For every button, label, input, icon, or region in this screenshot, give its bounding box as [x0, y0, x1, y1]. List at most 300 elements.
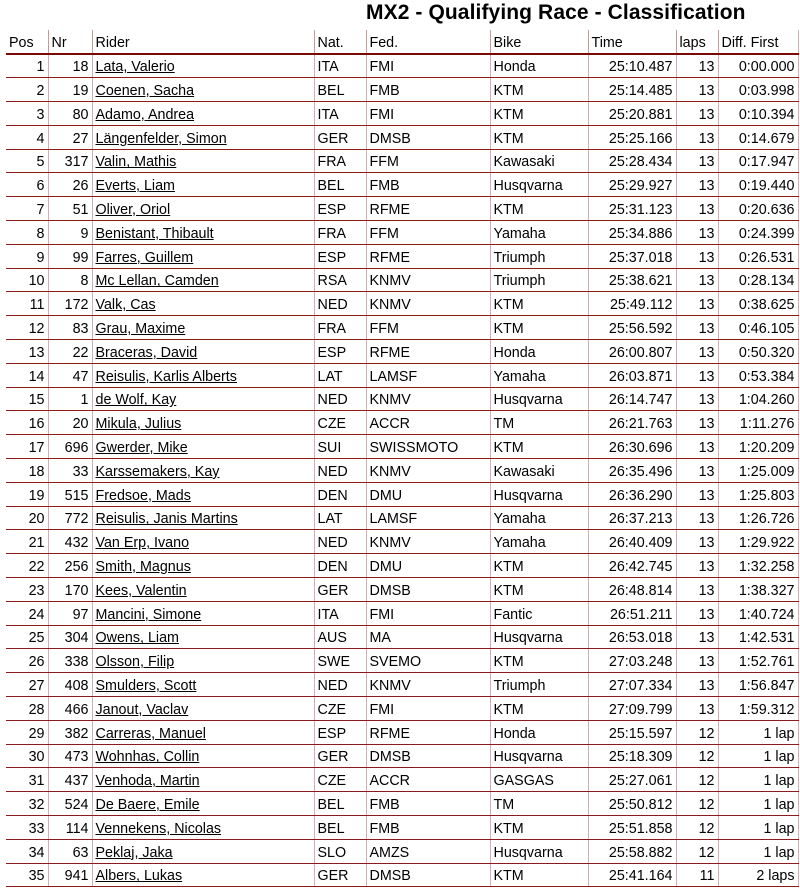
cell-time: 25:58.882: [588, 839, 676, 863]
cell-rider: [92, 697, 314, 721]
cell-nat: RSA: [314, 268, 366, 292]
cell-pos: 31: [6, 768, 48, 792]
cell-laps: 12: [676, 720, 718, 744]
cell-nr: 256: [48, 554, 92, 578]
cell-diff: 0:03.998: [718, 78, 798, 102]
cell-rider: [92, 221, 314, 245]
rider-link[interactable]: De Baere, Emile: [95, 797, 200, 813]
cell-pos: 19: [6, 482, 48, 506]
rider-link[interactable]: Carreras, Manuel: [95, 725, 206, 742]
cell-diff: 1:04.260: [718, 387, 798, 411]
cell-diff: 0:20.636: [718, 197, 798, 221]
header-bike: Bike: [490, 30, 588, 54]
cell-bike: Husqvarna: [490, 744, 588, 768]
cell-laps: 12: [676, 839, 718, 863]
cell-diff: 0:00.000: [718, 54, 798, 78]
cell-nat: SUI: [314, 435, 366, 459]
rider-link[interactable]: Reisulis, Karlis Alberts: [95, 368, 237, 385]
cell-rider: [92, 839, 314, 863]
rider-link[interactable]: Albers, Lukas: [95, 868, 183, 885]
cell-laps: 12: [676, 744, 718, 768]
rider-link[interactable]: Längenfelder, Simon: [95, 130, 227, 147]
cell-diff: 1:59.312: [718, 697, 798, 721]
cell-fed: RFME: [366, 244, 490, 268]
cell-rider: [92, 673, 314, 697]
cell-rider: [92, 387, 314, 411]
cell-bike: Yamaha: [490, 363, 588, 387]
cell-time: 26:48.814: [588, 578, 676, 602]
cell-bike: Kawasaki: [490, 459, 588, 483]
rider-link[interactable]: Mancini, Simone: [95, 606, 202, 623]
cell-fed: SWISSMOTO: [366, 435, 490, 459]
rider-link[interactable]: Mc Lellan, Camden: [95, 273, 219, 290]
cell-rider: [92, 816, 314, 840]
classification-table: [6, 30, 799, 887]
cell-nat: ESP: [314, 197, 366, 221]
cell-bike: KTM: [490, 863, 588, 887]
cell-laps: 13: [676, 649, 718, 673]
rider-link[interactable]: Grau, Maxime: [95, 321, 186, 338]
rider-link[interactable]: Vennekens, Nicolas: [95, 820, 222, 837]
cell-rider: [92, 173, 314, 197]
cell-rider: [92, 54, 314, 78]
cell-rider: [92, 625, 314, 649]
rider-link[interactable]: Venhoda, Martin: [95, 773, 200, 790]
header-laps: laps: [676, 30, 718, 54]
cell-fed: FMB: [366, 78, 490, 102]
header-diff: Diff. First: [718, 30, 798, 54]
cell-nr: 473: [48, 744, 92, 768]
cell-pos: 14: [6, 363, 48, 387]
cell-rider: [92, 316, 314, 340]
rider-link[interactable]: Farres, Guillem: [95, 249, 194, 266]
cell-diff: 0:38.625: [718, 292, 798, 316]
cell-rider: [92, 149, 314, 173]
cell-laps: 13: [676, 125, 718, 149]
cell-pos: 18: [6, 459, 48, 483]
cell-diff: 0:14.679: [718, 125, 798, 149]
cell-fed: FMB: [366, 816, 490, 840]
cell-time: 25:29.927: [588, 173, 676, 197]
cell-time: 25:51.858: [588, 816, 676, 840]
cell-nr: 437: [48, 768, 92, 792]
cell-time: 25:38.621: [588, 268, 676, 292]
cell-bike: KTM: [490, 816, 588, 840]
cell-nat: ESP: [314, 244, 366, 268]
cell-fed: KNMV: [366, 387, 490, 411]
cell-bike: Husqvarna: [490, 482, 588, 506]
cell-laps: 13: [676, 149, 718, 173]
rider-link[interactable]: Janout, Vaclav: [95, 701, 189, 718]
cell-time: 25:27.061: [588, 768, 676, 792]
cell-laps: 13: [676, 340, 718, 364]
rider-link[interactable]: Mikula, Julius: [95, 416, 182, 433]
cell-rider: [92, 411, 314, 435]
rider-link[interactable]: Adamo, Andrea: [95, 106, 195, 123]
cell-time: 25:49.112: [588, 292, 676, 316]
table-row: [6, 601, 798, 625]
cell-rider: [92, 863, 314, 887]
cell-fed: FMI: [366, 54, 490, 78]
rider-link[interactable]: Braceras, David: [95, 344, 198, 361]
table-row: [6, 839, 798, 863]
cell-rider: [92, 197, 314, 221]
cell-diff: 0:10.394: [718, 102, 798, 126]
cell-pos: 27: [6, 673, 48, 697]
cell-nat: BEL: [314, 792, 366, 816]
cell-nr: 9: [48, 221, 92, 245]
cell-bike: Husqvarna: [490, 625, 588, 649]
header-nr: Nr: [48, 30, 92, 54]
cell-nat: NED: [314, 673, 366, 697]
cell-pos: 34: [6, 839, 48, 863]
rider-link[interactable]: Fredsoe, Mads: [95, 487, 191, 504]
cell-fed: FMI: [366, 601, 490, 625]
cell-laps: 13: [676, 387, 718, 411]
cell-time: 25:25.166: [588, 125, 676, 149]
rider-link[interactable]: Smulders, Scott: [95, 678, 197, 695]
cell-bike: KTM: [490, 554, 588, 578]
cell-nr: 172: [48, 292, 92, 316]
cell-time: 25:15.597: [588, 720, 676, 744]
cell-diff: 0:26.531: [718, 244, 798, 268]
rider-link[interactable]: Valk, Cas: [95, 297, 156, 314]
rider-link[interactable]: Owens, Liam: [95, 630, 179, 647]
cell-nr: 19: [48, 78, 92, 102]
cell-diff: 1 lap: [718, 839, 798, 863]
cell-nr: 114: [48, 816, 92, 840]
cell-bike: Honda: [490, 720, 588, 744]
table-body: [6, 54, 798, 887]
cell-time: 27:07.334: [588, 673, 676, 697]
cell-diff: 1:11.276: [718, 411, 798, 435]
cell-nr: 466: [48, 697, 92, 721]
cell-nat: NED: [314, 387, 366, 411]
cell-rider: [92, 530, 314, 554]
cell-time: 25:18.309: [588, 744, 676, 768]
cell-diff: 0:46.105: [718, 316, 798, 340]
cell-nr: 524: [48, 792, 92, 816]
cell-bike: Kawasaki: [490, 149, 588, 173]
cell-diff: 1:38.327: [718, 578, 798, 602]
cell-nat: FRA: [314, 221, 366, 245]
cell-laps: 13: [676, 506, 718, 530]
cell-diff: 0:50.320: [718, 340, 798, 364]
cell-nat: FRA: [314, 316, 366, 340]
table-row: [6, 720, 798, 744]
cell-fed: DMSB: [366, 863, 490, 887]
cell-laps: 13: [676, 221, 718, 245]
cell-fed: KNMV: [366, 673, 490, 697]
table-row: [6, 173, 798, 197]
cell-time: 25:10.487: [588, 54, 676, 78]
cell-nr: 27: [48, 125, 92, 149]
cell-nat: NED: [314, 530, 366, 554]
table-row: [6, 649, 798, 673]
cell-nat: SWE: [314, 649, 366, 673]
cell-pos: 25: [6, 625, 48, 649]
rider-link[interactable]: Reisulis, Janis Martins: [95, 511, 238, 528]
cell-nat: LAT: [314, 363, 366, 387]
cell-time: 26:03.871: [588, 363, 676, 387]
cell-nat: AUS: [314, 625, 366, 649]
cell-fed: KNMV: [366, 459, 490, 483]
cell-bike: KTM: [490, 578, 588, 602]
cell-bike: Yamaha: [490, 530, 588, 554]
cell-nr: 515: [48, 482, 92, 506]
cell-pos: 10: [6, 268, 48, 292]
header-fed: Fed.: [366, 30, 490, 54]
cell-diff: 0:17.947: [718, 149, 798, 173]
rider-link[interactable]: de Wolf, Kay: [95, 392, 177, 409]
table-row: [6, 578, 798, 602]
cell-diff: 1:56.847: [718, 673, 798, 697]
table-row: [6, 197, 798, 221]
cell-nat: BEL: [314, 78, 366, 102]
cell-nat: BEL: [314, 173, 366, 197]
cell-pos: 20: [6, 506, 48, 530]
cell-diff: 1:40.724: [718, 601, 798, 625]
cell-rider: [92, 744, 314, 768]
cell-laps: 13: [676, 54, 718, 78]
table-row: [6, 506, 798, 530]
cell-laps: 13: [676, 601, 718, 625]
cell-time: 26:42.745: [588, 554, 676, 578]
cell-fed: FMB: [366, 173, 490, 197]
cell-diff: 1 lap: [718, 744, 798, 768]
cell-pos: 32: [6, 792, 48, 816]
table-row: [6, 625, 798, 649]
rider-link[interactable]: Peklaj, Jaka: [95, 844, 173, 861]
rider-link[interactable]: Van Erp, Ivano: [95, 535, 190, 552]
cell-pos: 16: [6, 411, 48, 435]
cell-rider: [92, 554, 314, 578]
header-time: Time: [588, 30, 676, 54]
cell-nat: GER: [314, 863, 366, 887]
cell-rider: [92, 340, 314, 364]
cell-bike: KTM: [490, 102, 588, 126]
table-row: [6, 363, 798, 387]
cell-laps: 13: [676, 78, 718, 102]
cell-pos: 1: [6, 54, 48, 78]
table-row: [6, 530, 798, 554]
cell-rider: [92, 78, 314, 102]
cell-nr: 63: [48, 839, 92, 863]
table-row: [6, 816, 798, 840]
cell-fed: FMI: [366, 697, 490, 721]
cell-bike: KTM: [490, 649, 588, 673]
cell-time: 26:21.763: [588, 411, 676, 435]
cell-pos: 30: [6, 744, 48, 768]
cell-rider: [92, 768, 314, 792]
cell-nat: CZE: [314, 697, 366, 721]
cell-bike: TM: [490, 411, 588, 435]
table-row: [6, 482, 798, 506]
cell-nat: FRA: [314, 149, 366, 173]
rider-link[interactable]: Coenen, Sacha: [95, 83, 195, 100]
cell-pos: 3: [6, 102, 48, 126]
cell-pos: 21: [6, 530, 48, 554]
cell-bike: Triumph: [490, 673, 588, 697]
cell-fed: RFME: [366, 340, 490, 364]
cell-laps: 13: [676, 268, 718, 292]
cell-nr: 99: [48, 244, 92, 268]
cell-nat: CZE: [314, 768, 366, 792]
rider-link[interactable]: Valin, Mathis: [95, 154, 177, 171]
table-row: [6, 316, 798, 340]
cell-diff: 1:52.761: [718, 649, 798, 673]
cell-bike: KTM: [490, 197, 588, 221]
cell-pos: 15: [6, 387, 48, 411]
table-row: [6, 435, 798, 459]
cell-nr: 83: [48, 316, 92, 340]
cell-laps: 12: [676, 792, 718, 816]
table-row: [6, 411, 798, 435]
cell-time: 25:20.881: [588, 102, 676, 126]
cell-pos: 11: [6, 292, 48, 316]
cell-fed: DMSB: [366, 125, 490, 149]
cell-time: 26:35.496: [588, 459, 676, 483]
cell-time: 26:51.211: [588, 601, 676, 625]
cell-laps: 13: [676, 625, 718, 649]
rider-link[interactable]: Everts, Liam: [95, 178, 175, 195]
rider-link[interactable]: Lata, Valerio: [95, 59, 175, 76]
cell-nr: 80: [48, 102, 92, 126]
cell-fed: RFME: [366, 720, 490, 744]
table-row: [6, 54, 798, 78]
cell-pos: 2: [6, 78, 48, 102]
cell-nat: GER: [314, 125, 366, 149]
cell-pos: 33: [6, 816, 48, 840]
header-row: [6, 30, 798, 54]
cell-laps: 13: [676, 578, 718, 602]
cell-fed: SVEMO: [366, 649, 490, 673]
cell-nr: 26: [48, 173, 92, 197]
table-row: [6, 459, 798, 483]
cell-diff: 0:53.384: [718, 363, 798, 387]
table-row: [6, 102, 798, 126]
cell-rider: [92, 435, 314, 459]
table-row: [6, 292, 798, 316]
rider-link[interactable]: Wohnhas, Collin: [95, 749, 200, 766]
cell-laps: 13: [676, 244, 718, 268]
cell-diff: 1:29.922: [718, 530, 798, 554]
cell-fed: FFM: [366, 221, 490, 245]
cell-nat: CZE: [314, 411, 366, 435]
cell-nr: 941: [48, 863, 92, 887]
cell-diff: 1:25.803: [718, 482, 798, 506]
cell-fed: FFM: [366, 316, 490, 340]
cell-nat: ESP: [314, 340, 366, 364]
cell-time: 25:41.164: [588, 863, 676, 887]
cell-rider: [92, 649, 314, 673]
table-row: [6, 768, 798, 792]
rider-link[interactable]: Olsson, Filip: [95, 654, 175, 671]
rider-link[interactable]: Karssemakers, Kay: [95, 463, 220, 480]
cell-rider: [92, 482, 314, 506]
rider-link[interactable]: Benistant, Thibault: [95, 225, 214, 242]
cell-fed: KNMV: [366, 530, 490, 554]
cell-nr: 382: [48, 720, 92, 744]
cell-diff: 1 lap: [718, 768, 798, 792]
page-title: MX2 - Qualifying Race - Classification: [366, 1, 746, 24]
cell-nr: 18: [48, 54, 92, 78]
cell-nat: BEL: [314, 816, 366, 840]
cell-nat: NED: [314, 459, 366, 483]
rider-link[interactable]: Smith, Magnus: [95, 559, 191, 576]
table-row: [6, 78, 798, 102]
cell-laps: 13: [676, 173, 718, 197]
rider-link[interactable]: Gwerder, Mike: [95, 440, 188, 457]
cell-time: 26:14.747: [588, 387, 676, 411]
cell-bike: Husqvarna: [490, 839, 588, 863]
rider-link[interactable]: Oliver, Oriol: [95, 202, 171, 219]
cell-rider: [92, 720, 314, 744]
cell-time: 26:40.409: [588, 530, 676, 554]
cell-fed: LAMSF: [366, 506, 490, 530]
cell-fed: FFM: [366, 149, 490, 173]
cell-rider: [92, 363, 314, 387]
cell-diff: 1 lap: [718, 720, 798, 744]
cell-nr: 696: [48, 435, 92, 459]
cell-time: 25:50.812: [588, 792, 676, 816]
cell-diff: 1:25.009: [718, 459, 798, 483]
cell-time: 25:34.886: [588, 221, 676, 245]
cell-nat: SLO: [314, 839, 366, 863]
cell-bike: Honda: [490, 340, 588, 364]
cell-pos: 28: [6, 697, 48, 721]
cell-nr: 170: [48, 578, 92, 602]
cell-bike: KTM: [490, 697, 588, 721]
cell-pos: 6: [6, 173, 48, 197]
cell-diff: 1 lap: [718, 792, 798, 816]
cell-bike: Fantic: [490, 601, 588, 625]
cell-laps: 13: [676, 530, 718, 554]
cell-nat: ITA: [314, 102, 366, 126]
cell-nat: GER: [314, 578, 366, 602]
cell-bike: Husqvarna: [490, 387, 588, 411]
rider-link[interactable]: Kees, Valentin: [95, 582, 187, 599]
cell-nr: 20: [48, 411, 92, 435]
cell-nat: DEN: [314, 554, 366, 578]
cell-time: 25:56.592: [588, 316, 676, 340]
cell-pos: 17: [6, 435, 48, 459]
cell-pos: 23: [6, 578, 48, 602]
table-row: [6, 221, 798, 245]
cell-diff: 2 laps: [718, 863, 798, 887]
cell-fed: RFME: [366, 197, 490, 221]
cell-pos: 4: [6, 125, 48, 149]
cell-laps: 13: [676, 435, 718, 459]
cell-fed: KNMV: [366, 292, 490, 316]
cell-rider: [92, 459, 314, 483]
cell-laps: 11: [676, 863, 718, 887]
cell-bike: Husqvarna: [490, 173, 588, 197]
cell-bike: KTM: [490, 316, 588, 340]
cell-bike: KTM: [490, 125, 588, 149]
cell-diff: 1:32.258: [718, 554, 798, 578]
cell-fed: FMI: [366, 102, 490, 126]
cell-fed: AMZS: [366, 839, 490, 863]
cell-bike: Yamaha: [490, 221, 588, 245]
cell-time: 25:31.123: [588, 197, 676, 221]
cell-fed: LAMSF: [366, 363, 490, 387]
cell-rider: [92, 102, 314, 126]
cell-rider: [92, 506, 314, 530]
table-row: [6, 744, 798, 768]
cell-time: 27:09.799: [588, 697, 676, 721]
cell-fed: MA: [366, 625, 490, 649]
